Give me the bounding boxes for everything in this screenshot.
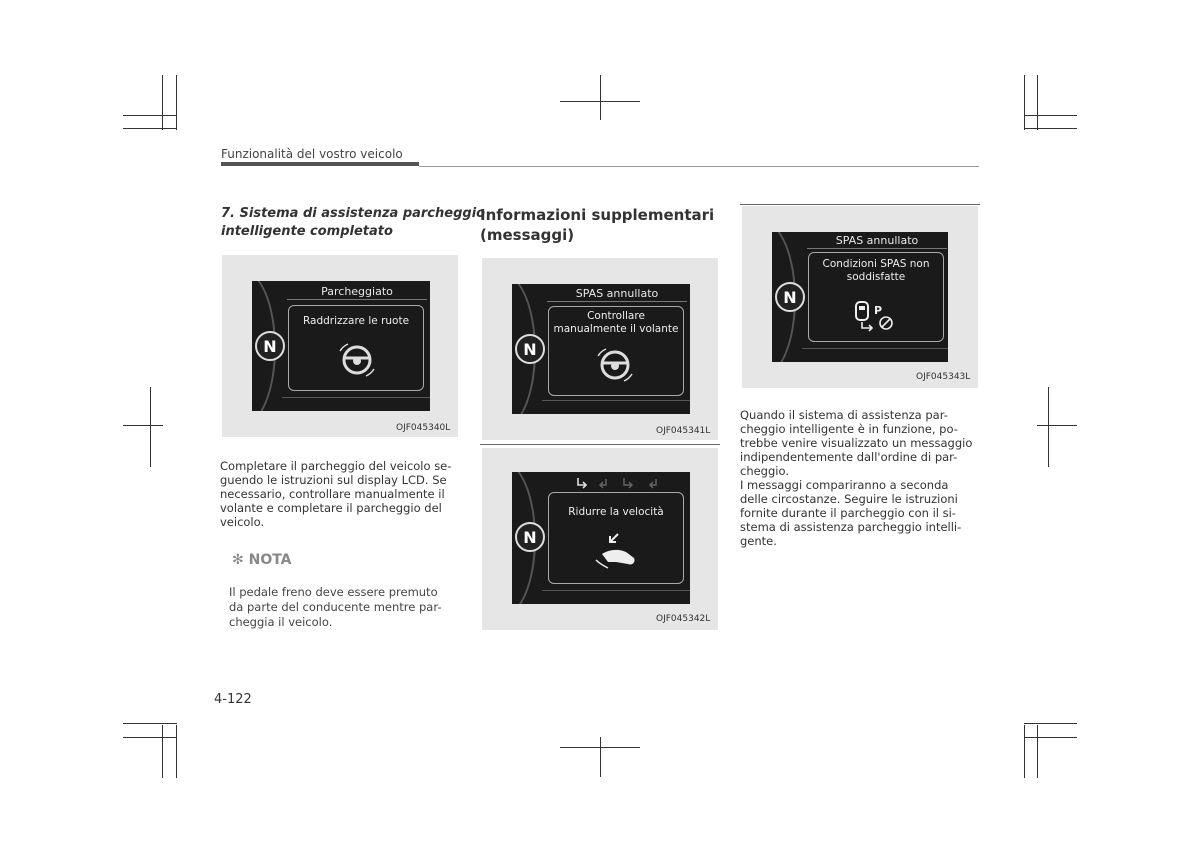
figure-condizioni-spas [742,206,978,388]
lcd-screen [512,284,690,414]
steering-wheel-icon [334,341,380,379]
page-number: 4-122 [214,692,252,707]
col3-paragraph: Quando il sistema di assistenza par- cheggio intelligente è in funzione, po- trebbe venire visualizzato un messaggio indipendentemente dall'ordine di par- cheggio. I messaggi compariranno a seconda delle circostanze. Seguire le istruzioni fornite durante il parcheggio con il si- stema di assistenza parcheggio intelli- gente. [740,408,973,548]
parking-letter: P [874,304,883,317]
screen-title: SPAS annullato [575,287,659,300]
screen-message: Condizioni SPAS non soddisfatte [822,258,930,283]
section-title-messages: Informazioni supplementari (messaggi) [480,206,715,244]
note-title: ✻ NOTA [232,552,292,568]
gear-indicator-icon: N [515,522,545,552]
steering-wheel-icon [592,346,638,384]
figure-code: OJF045343L [916,372,971,382]
screen-message: Ridurre la velocità [568,506,664,518]
header-rule [419,166,979,167]
lcd-screen [772,232,948,362]
gear-indicator-icon: N [255,331,285,361]
figure-code: OJF045342L [656,614,711,624]
lcd-screen [252,281,430,411]
parking-step-icons [576,476,662,490]
column-top-rule [740,204,980,205]
header-bar [221,162,419,166]
screen-title: Parcheggiato [321,285,393,298]
gear-indicator-icon: N [515,334,545,364]
figure-spas-annullato-volante [482,258,718,440]
screen-title: SPAS annullato [835,234,919,247]
note-text: Il pedale freno deve essere premuto da parte del conducente mentre par- cheggia il veicolo. [229,585,442,629]
figure-separator [480,444,720,445]
figure-parcheggiato [222,255,458,437]
screen-message: Raddrizzare le ruote [302,315,410,327]
gear-indicator-icon: N [775,282,805,312]
lcd-screen [512,472,690,604]
running-header: Funzionalità del vostro veicolo [221,147,403,161]
section-title-7: 7. Sistema di assistenza parcheggio intelligente completato [221,206,486,239]
figure-code: OJF045340L [396,423,451,433]
screen-message: Controllare manualmente il volante [553,310,679,335]
brake-pedal-foot-icon [592,532,640,572]
col1-paragraph: Completare il parcheggio del veicolo se- guendo le istruzioni sul display LCD. Se necessario, controllare manualmente il volante e completare il parcheggio del veicolo. [220,459,452,529]
figure-code: OJF045341L [656,426,711,436]
figure-ridurre-velocita [482,448,718,630]
